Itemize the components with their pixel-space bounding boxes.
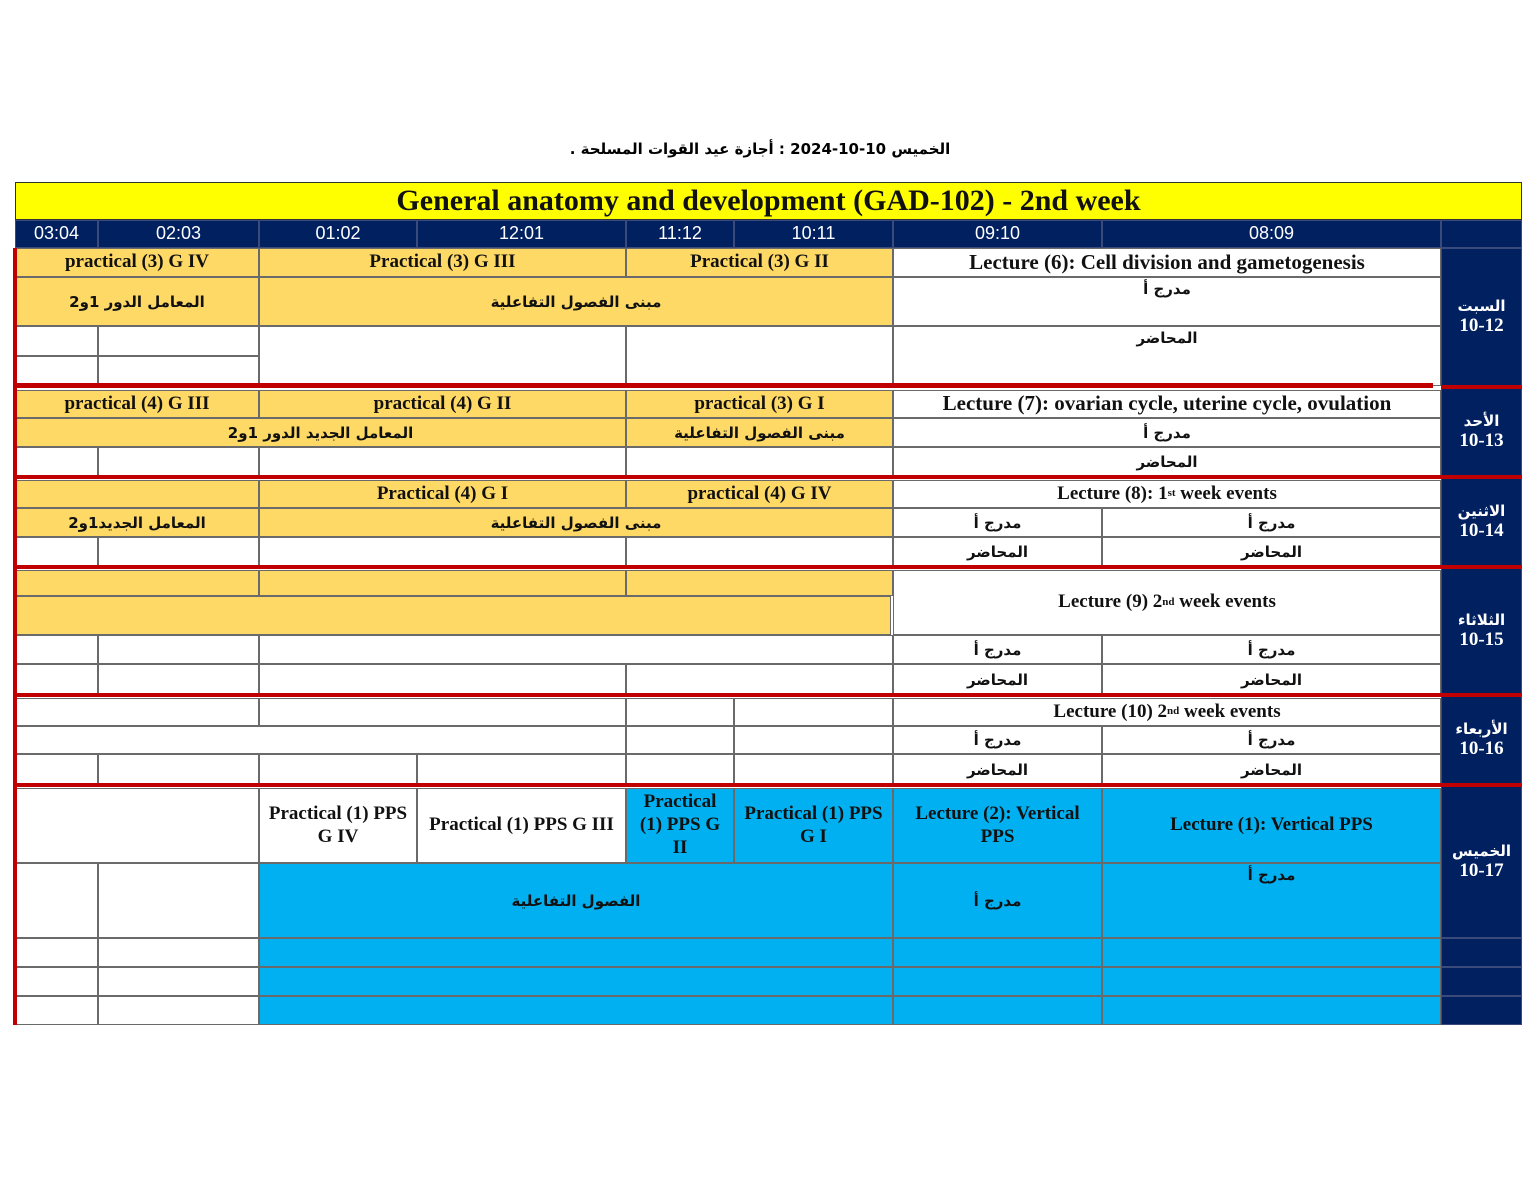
time-slot: 10:11 bbox=[734, 220, 893, 248]
lecturer-cell: المحاضر bbox=[1102, 664, 1441, 695]
day-date: 10-12 bbox=[1459, 314, 1504, 336]
practical-cell: practical (3) G I bbox=[626, 390, 893, 418]
day-name: الثلاثاء bbox=[1457, 611, 1506, 630]
lecture-cell: Lecture (2): Vertical PPS bbox=[893, 788, 1102, 863]
empty-cell bbox=[98, 356, 259, 386]
lecture-cell: Lecture (1): Vertical PPS bbox=[1102, 788, 1441, 863]
day-date: 10-15 bbox=[1459, 629, 1504, 651]
empty-cell bbox=[259, 635, 893, 664]
empty-cell bbox=[98, 326, 259, 356]
practical-cell: Practical (3) G II bbox=[626, 248, 893, 277]
empty-cell bbox=[98, 967, 259, 996]
empty-cell bbox=[15, 726, 626, 754]
lecture-text: week events bbox=[1174, 591, 1276, 613]
empty-cell bbox=[259, 664, 626, 695]
empty-cell bbox=[259, 326, 626, 386]
empty-cell bbox=[15, 326, 98, 356]
red-divider bbox=[1441, 385, 1522, 389]
lecture-cell bbox=[893, 570, 1441, 635]
empty-cell bbox=[893, 967, 1102, 996]
empty-cell bbox=[98, 635, 259, 664]
lecture-cell bbox=[893, 698, 1441, 726]
red-divider bbox=[13, 248, 17, 1025]
practical-cell: practical (3) G IV bbox=[15, 248, 259, 277]
empty-cell bbox=[893, 938, 1102, 967]
day-cell bbox=[1441, 248, 1522, 386]
practical-cell: Practical (3) G III bbox=[259, 248, 626, 277]
practical-cell: Practical (1) PPS G I bbox=[734, 788, 893, 863]
hall-cell: مدرج أ bbox=[893, 863, 1102, 938]
empty-cell bbox=[15, 356, 98, 386]
red-divider bbox=[15, 693, 1522, 697]
practical-cell-empty bbox=[15, 480, 259, 508]
location-cell: المعامل الجديد الدور 1و2 bbox=[15, 418, 626, 447]
lecture-cell: Lecture (6): Cell division and gametogenesis bbox=[893, 248, 1441, 277]
day-date: 10-13 bbox=[1459, 430, 1504, 452]
lecture-text: Lecture (8): 1 bbox=[1057, 482, 1168, 504]
time-slot: 01:02 bbox=[259, 220, 417, 248]
empty-cell bbox=[15, 537, 98, 567]
empty-cell bbox=[98, 996, 259, 1025]
hall-cell: مدرج أ bbox=[893, 726, 1102, 754]
day-name: الخميس bbox=[1452, 841, 1511, 860]
time-slot: 12:01 bbox=[417, 220, 626, 248]
red-divider bbox=[15, 783, 1522, 787]
empty-cell bbox=[626, 698, 734, 726]
empty-cell bbox=[259, 754, 417, 785]
location-cell: مبنى الفصول التفاعلية bbox=[259, 277, 893, 326]
practical-cell-empty bbox=[259, 570, 626, 596]
time-slot: 09:10 bbox=[893, 220, 1102, 248]
day-cell bbox=[1441, 786, 1522, 938]
lecture-sup: st bbox=[1167, 487, 1176, 500]
empty-cell bbox=[626, 537, 893, 567]
hall-cell: مدرج أ bbox=[1102, 863, 1441, 938]
day-date: 10-14 bbox=[1459, 520, 1504, 542]
location-cell: المعامل الدور 1و2 bbox=[15, 277, 259, 326]
empty-cell bbox=[626, 664, 893, 695]
empty-cell bbox=[15, 664, 98, 695]
practical-cell: practical (4) G IV bbox=[626, 480, 893, 508]
time-slot: 08:09 bbox=[1102, 220, 1441, 248]
lecturer-cell: المحاضر bbox=[1102, 754, 1441, 785]
day-cell bbox=[1441, 388, 1522, 477]
day-name: الأربعاء bbox=[1455, 720, 1508, 739]
time-slot: 11:12 bbox=[626, 220, 734, 248]
empty-cell bbox=[15, 635, 98, 664]
lecturer-cell: المحاضر bbox=[893, 447, 1441, 477]
empty-cell bbox=[98, 938, 259, 967]
empty-cell bbox=[626, 326, 893, 386]
empty-cell bbox=[626, 726, 734, 754]
empty-cell bbox=[893, 996, 1102, 1025]
lecture-text: week events bbox=[1179, 700, 1281, 722]
empty-cell bbox=[1441, 938, 1522, 967]
lecturer-cell: المحاضر bbox=[893, 537, 1102, 567]
lecture-cell bbox=[893, 480, 1441, 508]
empty-cell bbox=[626, 447, 893, 477]
location-cell: مبنى الفصول التفاعلية bbox=[626, 418, 893, 447]
practical-cell-empty bbox=[626, 570, 893, 596]
empty-cell bbox=[98, 754, 259, 785]
empty-cell bbox=[1441, 967, 1522, 996]
lecturer-cell: المحاضر bbox=[1102, 537, 1441, 567]
lecturer-cell: المحاضر bbox=[893, 664, 1102, 695]
practical-cell: Practical (1) PPS G II bbox=[626, 788, 734, 863]
empty-cell bbox=[15, 754, 98, 785]
hall-cell: مدرج أ bbox=[1102, 726, 1441, 754]
red-divider bbox=[15, 383, 1433, 388]
empty-cell bbox=[98, 537, 259, 567]
lecturer-cell: المحاضر bbox=[893, 326, 1441, 386]
day-name: السبت bbox=[1457, 296, 1506, 315]
empty-cell bbox=[259, 698, 626, 726]
location-cell: المعامل الجديد1و2 bbox=[15, 508, 259, 537]
day-cell bbox=[1441, 478, 1522, 567]
empty-cell bbox=[259, 537, 626, 567]
empty-cell bbox=[417, 754, 626, 785]
empty-cell bbox=[734, 726, 893, 754]
empty-cell bbox=[98, 447, 259, 477]
day-header-blank bbox=[1441, 220, 1522, 248]
empty-cell bbox=[259, 938, 893, 967]
empty-cell bbox=[259, 447, 626, 477]
lecture-text: week events bbox=[1175, 482, 1277, 504]
lecture-text: Lecture (9) 2 bbox=[1058, 591, 1163, 613]
holiday-note: الخميس 10-10-2024 : أجازة عيد القوات المسلحة . bbox=[569, 140, 951, 158]
day-date: 10-17 bbox=[1459, 859, 1504, 881]
empty-cell bbox=[98, 664, 259, 695]
empty-cell bbox=[98, 863, 259, 938]
day-name: الأحد bbox=[1463, 412, 1500, 431]
empty-cell bbox=[734, 698, 893, 726]
day-date: 10-16 bbox=[1459, 738, 1504, 760]
lecture-sup: nd bbox=[1162, 595, 1175, 608]
hall-cell: مدرج أ bbox=[893, 508, 1102, 537]
empty-cell bbox=[15, 698, 259, 726]
practical-cell-empty bbox=[15, 570, 259, 596]
hall-cell: مدرج أ bbox=[1102, 635, 1441, 664]
practical-cell: Practical (4) G I bbox=[259, 480, 626, 508]
empty-cell bbox=[15, 788, 259, 863]
lecture-sup: nd bbox=[1167, 705, 1180, 718]
practical-cell: practical (4) G II bbox=[259, 390, 626, 418]
empty-cell bbox=[15, 863, 98, 938]
practical-cell: Practical (1) PPS G III bbox=[417, 788, 626, 863]
empty-cell bbox=[259, 967, 893, 996]
hall-cell: مدرج أ bbox=[893, 277, 1441, 326]
lecturer-cell: المحاضر bbox=[893, 754, 1102, 785]
empty-cell bbox=[1102, 996, 1441, 1025]
location-cell-empty bbox=[15, 596, 891, 635]
empty-cell bbox=[15, 967, 98, 996]
day-cell bbox=[1441, 696, 1522, 785]
empty-cell bbox=[626, 754, 734, 785]
lecture-cell: Lecture (7): ovarian cycle, uterine cycle, ovulation bbox=[893, 390, 1441, 418]
day-name: الاثنين bbox=[1457, 502, 1506, 521]
schedule-title: General anatomy and development (GAD-102) - 2nd week bbox=[15, 182, 1522, 220]
practical-cell: Practical (1) PPS G IV bbox=[259, 788, 417, 863]
red-divider bbox=[15, 565, 1522, 569]
hall-cell: مدرج أ bbox=[1102, 508, 1441, 537]
empty-cell bbox=[15, 996, 98, 1025]
practical-cell: practical (4) G III bbox=[15, 390, 259, 418]
empty-cell bbox=[259, 996, 893, 1025]
empty-cell bbox=[1102, 967, 1441, 996]
empty-cell bbox=[15, 447, 98, 477]
day-cell bbox=[1441, 568, 1522, 695]
empty-cell bbox=[1102, 938, 1441, 967]
empty-cell bbox=[1441, 996, 1522, 1025]
hall-cell: مدرج أ bbox=[893, 635, 1102, 664]
empty-cell bbox=[734, 754, 893, 785]
lecture-text: Lecture (10) 2 bbox=[1053, 700, 1168, 722]
red-divider bbox=[15, 475, 1522, 479]
location-cell: مبنى الفصول التفاعلية bbox=[259, 508, 893, 537]
empty-cell bbox=[15, 938, 98, 967]
time-slot: 02:03 bbox=[98, 220, 259, 248]
location-cell: الفصول التفاعلية bbox=[259, 863, 893, 938]
hall-cell: مدرج أ bbox=[893, 418, 1441, 447]
time-slot: 03:04 bbox=[15, 220, 98, 248]
